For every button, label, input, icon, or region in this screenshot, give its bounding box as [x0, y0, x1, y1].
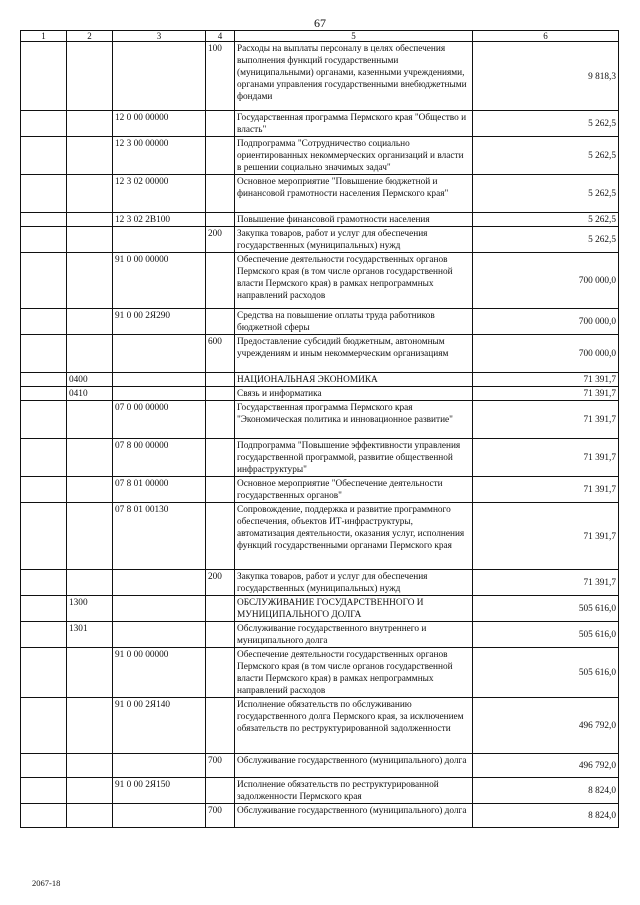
table-row [21, 111, 619, 137]
name-cell: Обеспечение деятельности государственных органов Пермского края (в том числе органов государственной власти Пермского края) в рамках непрограммных направлений расходов [235, 253, 473, 309]
code-cell [67, 570, 113, 596]
amount-cell: 496 792,0 [473, 698, 619, 754]
name-cell: Подпрограмма "Повышение эффективности управления государственной программой, развитие общественной инфраструктуры" [235, 439, 473, 477]
target-article-cell: 91 0 00 2Я290 [113, 309, 206, 335]
col1-cell [21, 213, 67, 227]
code-cell [67, 227, 113, 253]
table-row [21, 137, 619, 175]
table-row [21, 698, 619, 754]
page-number: 67 [314, 16, 326, 30]
code-cell [67, 477, 113, 503]
col1-cell [21, 253, 67, 309]
code-cell [67, 648, 113, 698]
column-header-1: 1 [21, 31, 67, 42]
name-cell: Государственная программа Пермского края "Экономическая политика и инновационное развитие" [235, 401, 473, 439]
amount-cell: 8 824,0 [473, 778, 619, 804]
col1-cell [21, 754, 67, 778]
expense-type-cell [206, 387, 235, 401]
code-cell [67, 309, 113, 335]
table-row [21, 596, 619, 622]
table-row [21, 754, 619, 778]
col1-cell [21, 648, 67, 698]
col1-cell [21, 596, 67, 622]
expense-type-cell: 700 [206, 754, 235, 778]
code-cell [67, 503, 113, 570]
name-cell: Закупка товаров, работ и услуг для обеспечения государственных (муниципальных) нужд [235, 570, 473, 596]
table-row [21, 477, 619, 503]
col1-cell [21, 373, 67, 387]
name-cell: НАЦИОНАЛЬНАЯ ЭКОНОМИКА [235, 373, 473, 387]
amount-cell: 5 262,5 [473, 175, 619, 213]
target-article-cell: 07 0 00 00000 [113, 401, 206, 439]
column-header-row [21, 31, 619, 42]
expense-type-cell [206, 648, 235, 698]
expense-type-cell [206, 596, 235, 622]
name-cell: ОБСЛУЖИВАНИЕ ГОСУДАРСТВЕННОГО И МУНИЦИПАЛЬНОГО ДОЛГА [235, 596, 473, 622]
amount-cell: 71 391,7 [473, 401, 619, 439]
amount-cell: 71 391,7 [473, 373, 619, 387]
col1-cell [21, 175, 67, 213]
target-article-cell: 12 0 00 00000 [113, 111, 206, 137]
expense-type-cell: 200 [206, 570, 235, 596]
target-article-cell [113, 754, 206, 778]
target-article-cell: 12 3 02 2В100 [113, 213, 206, 227]
target-article-cell: 07 8 01 00130 [113, 503, 206, 570]
amount-cell: 505 616,0 [473, 622, 619, 648]
column-header-2: 2 [67, 31, 113, 42]
expense-type-cell: 100 [206, 42, 235, 111]
table-row [21, 253, 619, 309]
budget-table [20, 30, 619, 828]
table-row [21, 503, 619, 570]
code-cell: 1301 [67, 622, 113, 648]
col1-cell [21, 804, 67, 828]
col1-cell [21, 227, 67, 253]
name-cell: Сопровождение, поддержка и развитие программного обеспечения, объектов ИТ-инфраструктуры, автоматизация деятельности, оказания услуг, исполнения функций государственными органами Пермского края [235, 503, 473, 570]
name-cell: Обеспечение деятельности государственных органов Пермского края (в том числе органов государственной власти Пермского края) в рамках непрограммных направлений расходов [235, 648, 473, 698]
code-cell [67, 175, 113, 213]
code-cell: 1300 [67, 596, 113, 622]
amount-cell: 700 000,0 [473, 335, 619, 373]
code-cell [67, 754, 113, 778]
expense-type-cell [206, 698, 235, 754]
table-row [21, 227, 619, 253]
amount-cell: 8 824,0 [473, 804, 619, 828]
expense-type-cell [206, 622, 235, 648]
name-cell: Обслуживание государственного (муниципального) долга [235, 804, 473, 828]
amount-cell: 71 391,7 [473, 570, 619, 596]
target-article-cell [113, 335, 206, 373]
name-cell: Обслуживание государственного внутреннего и муниципального долга [235, 622, 473, 648]
amount-cell: 9 818,3 [473, 42, 619, 111]
code-cell [67, 804, 113, 828]
table-row [21, 622, 619, 648]
expense-type-cell: 200 [206, 227, 235, 253]
target-article-cell [113, 373, 206, 387]
column-header-4: 4 [206, 31, 235, 42]
code-cell: 0400 [67, 373, 113, 387]
expense-type-cell: 700 [206, 804, 235, 828]
expense-type-cell [206, 309, 235, 335]
name-cell: Закупка товаров, работ и услуг для обеспечения государственных (муниципальных) нужд [235, 227, 473, 253]
target-article-cell [113, 804, 206, 828]
table-row [21, 309, 619, 335]
amount-cell: 5 262,5 [473, 137, 619, 175]
col1-cell [21, 778, 67, 804]
target-article-cell: 91 0 00 2Я140 [113, 698, 206, 754]
table-row [21, 648, 619, 698]
expense-type-cell [206, 401, 235, 439]
target-article-cell: 12 3 02 00000 [113, 175, 206, 213]
expense-type-cell [206, 111, 235, 137]
col1-cell [21, 698, 67, 754]
col1-cell [21, 477, 67, 503]
target-article-cell: 12 3 00 00000 [113, 137, 206, 175]
table-row [21, 387, 619, 401]
target-article-cell [113, 227, 206, 253]
column-header-3: 3 [113, 31, 206, 42]
col1-cell [21, 42, 67, 111]
target-article-cell: 07 8 00 00000 [113, 439, 206, 477]
amount-cell: 700 000,0 [473, 253, 619, 309]
target-article-cell [113, 42, 206, 111]
name-cell: Связь и информатика [235, 387, 473, 401]
expense-type-cell [206, 477, 235, 503]
target-article-cell: 91 0 00 2Я150 [113, 778, 206, 804]
amount-cell: 505 616,0 [473, 596, 619, 622]
table-row [21, 439, 619, 477]
column-header-5: 5 [235, 31, 473, 42]
expense-type-cell: 600 [206, 335, 235, 373]
amount-cell: 700 000,0 [473, 309, 619, 335]
code-cell: 0410 [67, 387, 113, 401]
name-cell: Предоставление субсидий бюджетным, автономным учреждениям и иным некоммерческим организациям [235, 335, 473, 373]
code-cell [67, 111, 113, 137]
amount-cell: 505 616,0 [473, 648, 619, 698]
expense-type-cell [206, 137, 235, 175]
target-article-cell [113, 596, 206, 622]
expense-type-cell [206, 213, 235, 227]
code-cell [67, 42, 113, 111]
table-row [21, 570, 619, 596]
document-code: 2067-18 [32, 878, 61, 888]
amount-cell: 496 792,0 [473, 754, 619, 778]
amount-cell: 5 262,5 [473, 227, 619, 253]
table-row [21, 335, 619, 373]
expense-type-cell [206, 253, 235, 309]
column-header-6: 6 [473, 31, 619, 42]
code-cell [67, 439, 113, 477]
col1-cell [21, 503, 67, 570]
target-article-cell: 91 0 00 00000 [113, 648, 206, 698]
name-cell: Подпрограмма "Сотрудничество социально ориентированных некоммерческих организаций и власти в решении социально значимых задач" [235, 137, 473, 175]
name-cell: Обслуживание государственного (муниципального) долга [235, 754, 473, 778]
target-article-cell: 07 8 01 00000 [113, 477, 206, 503]
col1-cell [21, 622, 67, 648]
amount-cell: 71 391,7 [473, 503, 619, 570]
col1-cell [21, 309, 67, 335]
name-cell: Основное мероприятие "Обеспечение деятельности государственных органов" [235, 477, 473, 503]
table-row [21, 778, 619, 804]
col1-cell [21, 137, 67, 175]
target-article-cell: 91 0 00 00000 [113, 253, 206, 309]
target-article-cell [113, 570, 206, 596]
col1-cell [21, 387, 67, 401]
table-body [21, 42, 619, 828]
amount-cell: 71 391,7 [473, 477, 619, 503]
col1-cell [21, 439, 67, 477]
expense-type-cell [206, 503, 235, 570]
expense-type-cell [206, 175, 235, 213]
table-row [21, 175, 619, 213]
table-row [21, 213, 619, 227]
table-row [21, 373, 619, 387]
name-cell: Повышение финансовой грамотности населения [235, 213, 473, 227]
target-article-cell [113, 622, 206, 648]
amount-cell: 5 262,5 [473, 111, 619, 137]
expense-type-cell [206, 373, 235, 387]
name-cell: Средства на повышение оплаты труда работников бюджетной сферы [235, 309, 473, 335]
expense-type-cell [206, 439, 235, 477]
col1-cell [21, 111, 67, 137]
col1-cell [21, 335, 67, 373]
table-row [21, 42, 619, 111]
code-cell [67, 698, 113, 754]
table-row [21, 401, 619, 439]
code-cell [67, 401, 113, 439]
col1-cell [21, 570, 67, 596]
table-row [21, 804, 619, 828]
name-cell: Исполнение обязательств по обслуживанию государственного долга Пермского края, за исключением обязательств по реструктурированной задолженности [235, 698, 473, 754]
name-cell: Основное мероприятие "Повышение бюджетной и финансовой грамотности населения Пермского края" [235, 175, 473, 213]
amount-cell: 5 262,5 [473, 213, 619, 227]
col1-cell [21, 401, 67, 439]
amount-cell: 71 391,7 [473, 387, 619, 401]
code-cell [67, 137, 113, 175]
name-cell: Расходы на выплаты персоналу в целях обеспечения выполнения функций государственными (муниципальными) органами, казенными учреждениями, органами управления государственными внебюджетными фондами [235, 42, 473, 111]
code-cell [67, 778, 113, 804]
amount-cell: 71 391,7 [473, 439, 619, 477]
name-cell: Исполнение обязательств по реструктурированной задолженности Пермского края [235, 778, 473, 804]
code-cell [67, 335, 113, 373]
expense-type-cell [206, 778, 235, 804]
code-cell [67, 253, 113, 309]
target-article-cell [113, 387, 206, 401]
name-cell: Государственная программа Пермского края "Общество и власть" [235, 111, 473, 137]
code-cell [67, 213, 113, 227]
